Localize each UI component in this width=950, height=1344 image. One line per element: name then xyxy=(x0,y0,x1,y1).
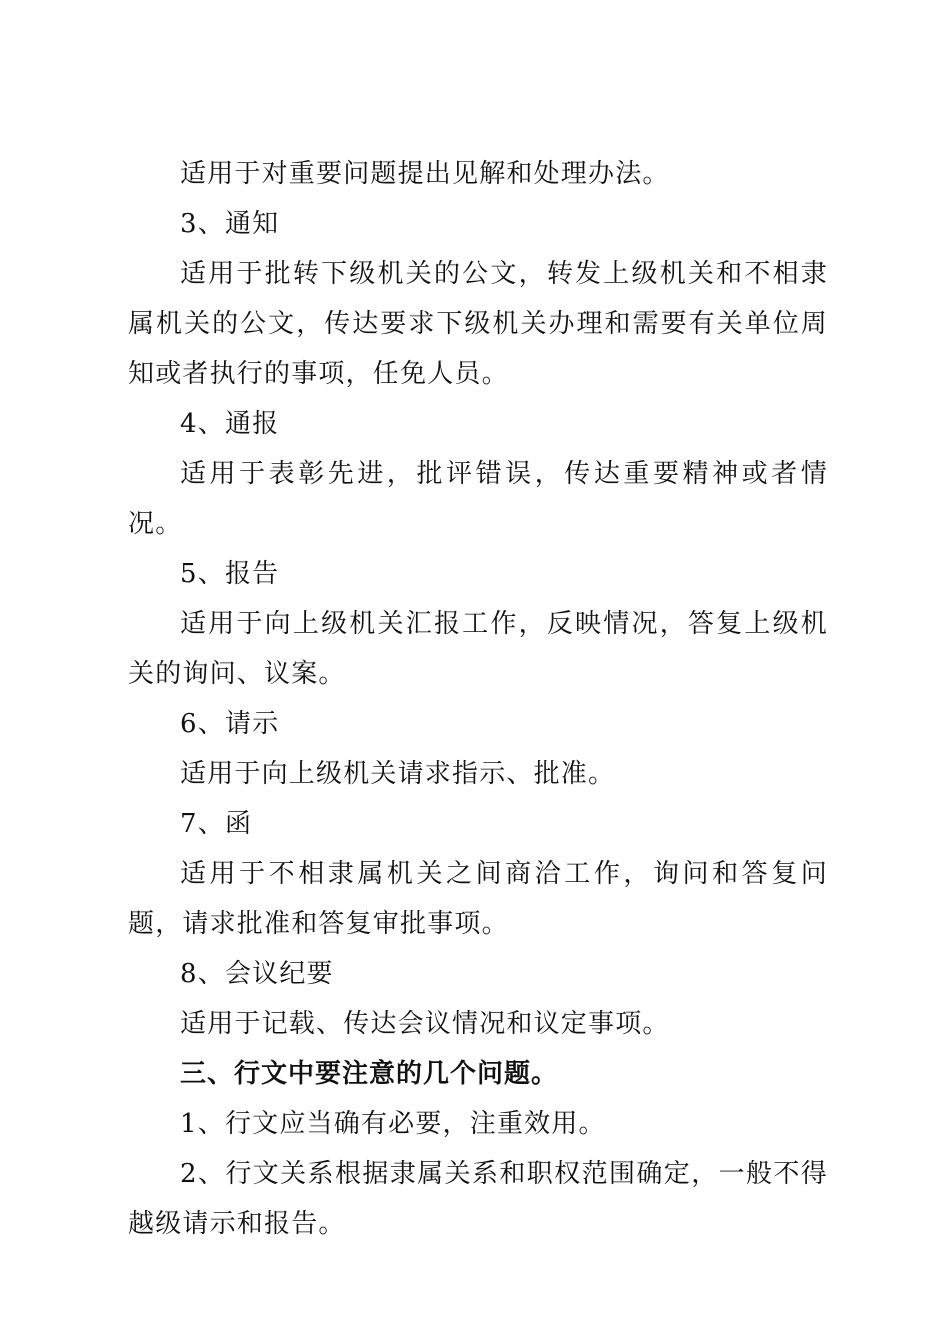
paragraph-body: 适用于表彰先进，批评错误，传达重要精神或者情况。 xyxy=(128,459,828,539)
list-item-heading: 4、通报 xyxy=(180,409,280,439)
paragraph-body: 2、行文关系根据隶属关系和职权范围确定，一般不得越级请示和报告。 xyxy=(128,1159,828,1239)
section-heading: 三、行文中要注意的几个问题。 xyxy=(180,1059,559,1089)
list-item-heading: 7、函 xyxy=(180,809,253,839)
paragraph-body: 适用于向上级机关汇报工作，反映情况，答复上级机关的询问、议案。 xyxy=(128,609,828,689)
document-body xyxy=(128,149,828,1249)
paragraph-body: 适用于向上级机关请求指示、批准。 xyxy=(180,759,616,789)
paragraph-body: 适用于对重要问题提出见解和处理办法。 xyxy=(180,159,670,189)
paragraph-body: 适用于不相隶属机关之间商洽工作，询问和答复问题，请求批准和答复审批事项。 xyxy=(128,859,828,939)
paragraph-body: 1、行文应当确有必要，注重效用。 xyxy=(180,1109,606,1139)
list-item-heading: 5、报告 xyxy=(180,559,280,589)
list-item-heading: 8、会议纪要 xyxy=(180,959,334,989)
paragraph-body: 适用于记载、传达会议情况和议定事项。 xyxy=(180,1009,670,1039)
paragraph-body: 适用于批转下级机关的公文，转发上级机关和不相隶属机关的公文，传达要求下级机关办理和需要有关单位周知或者执行的事项，任免人员。 xyxy=(128,259,828,389)
list-item-heading: 6、请示 xyxy=(180,709,280,739)
list-item-heading: 3、通知 xyxy=(180,209,280,239)
